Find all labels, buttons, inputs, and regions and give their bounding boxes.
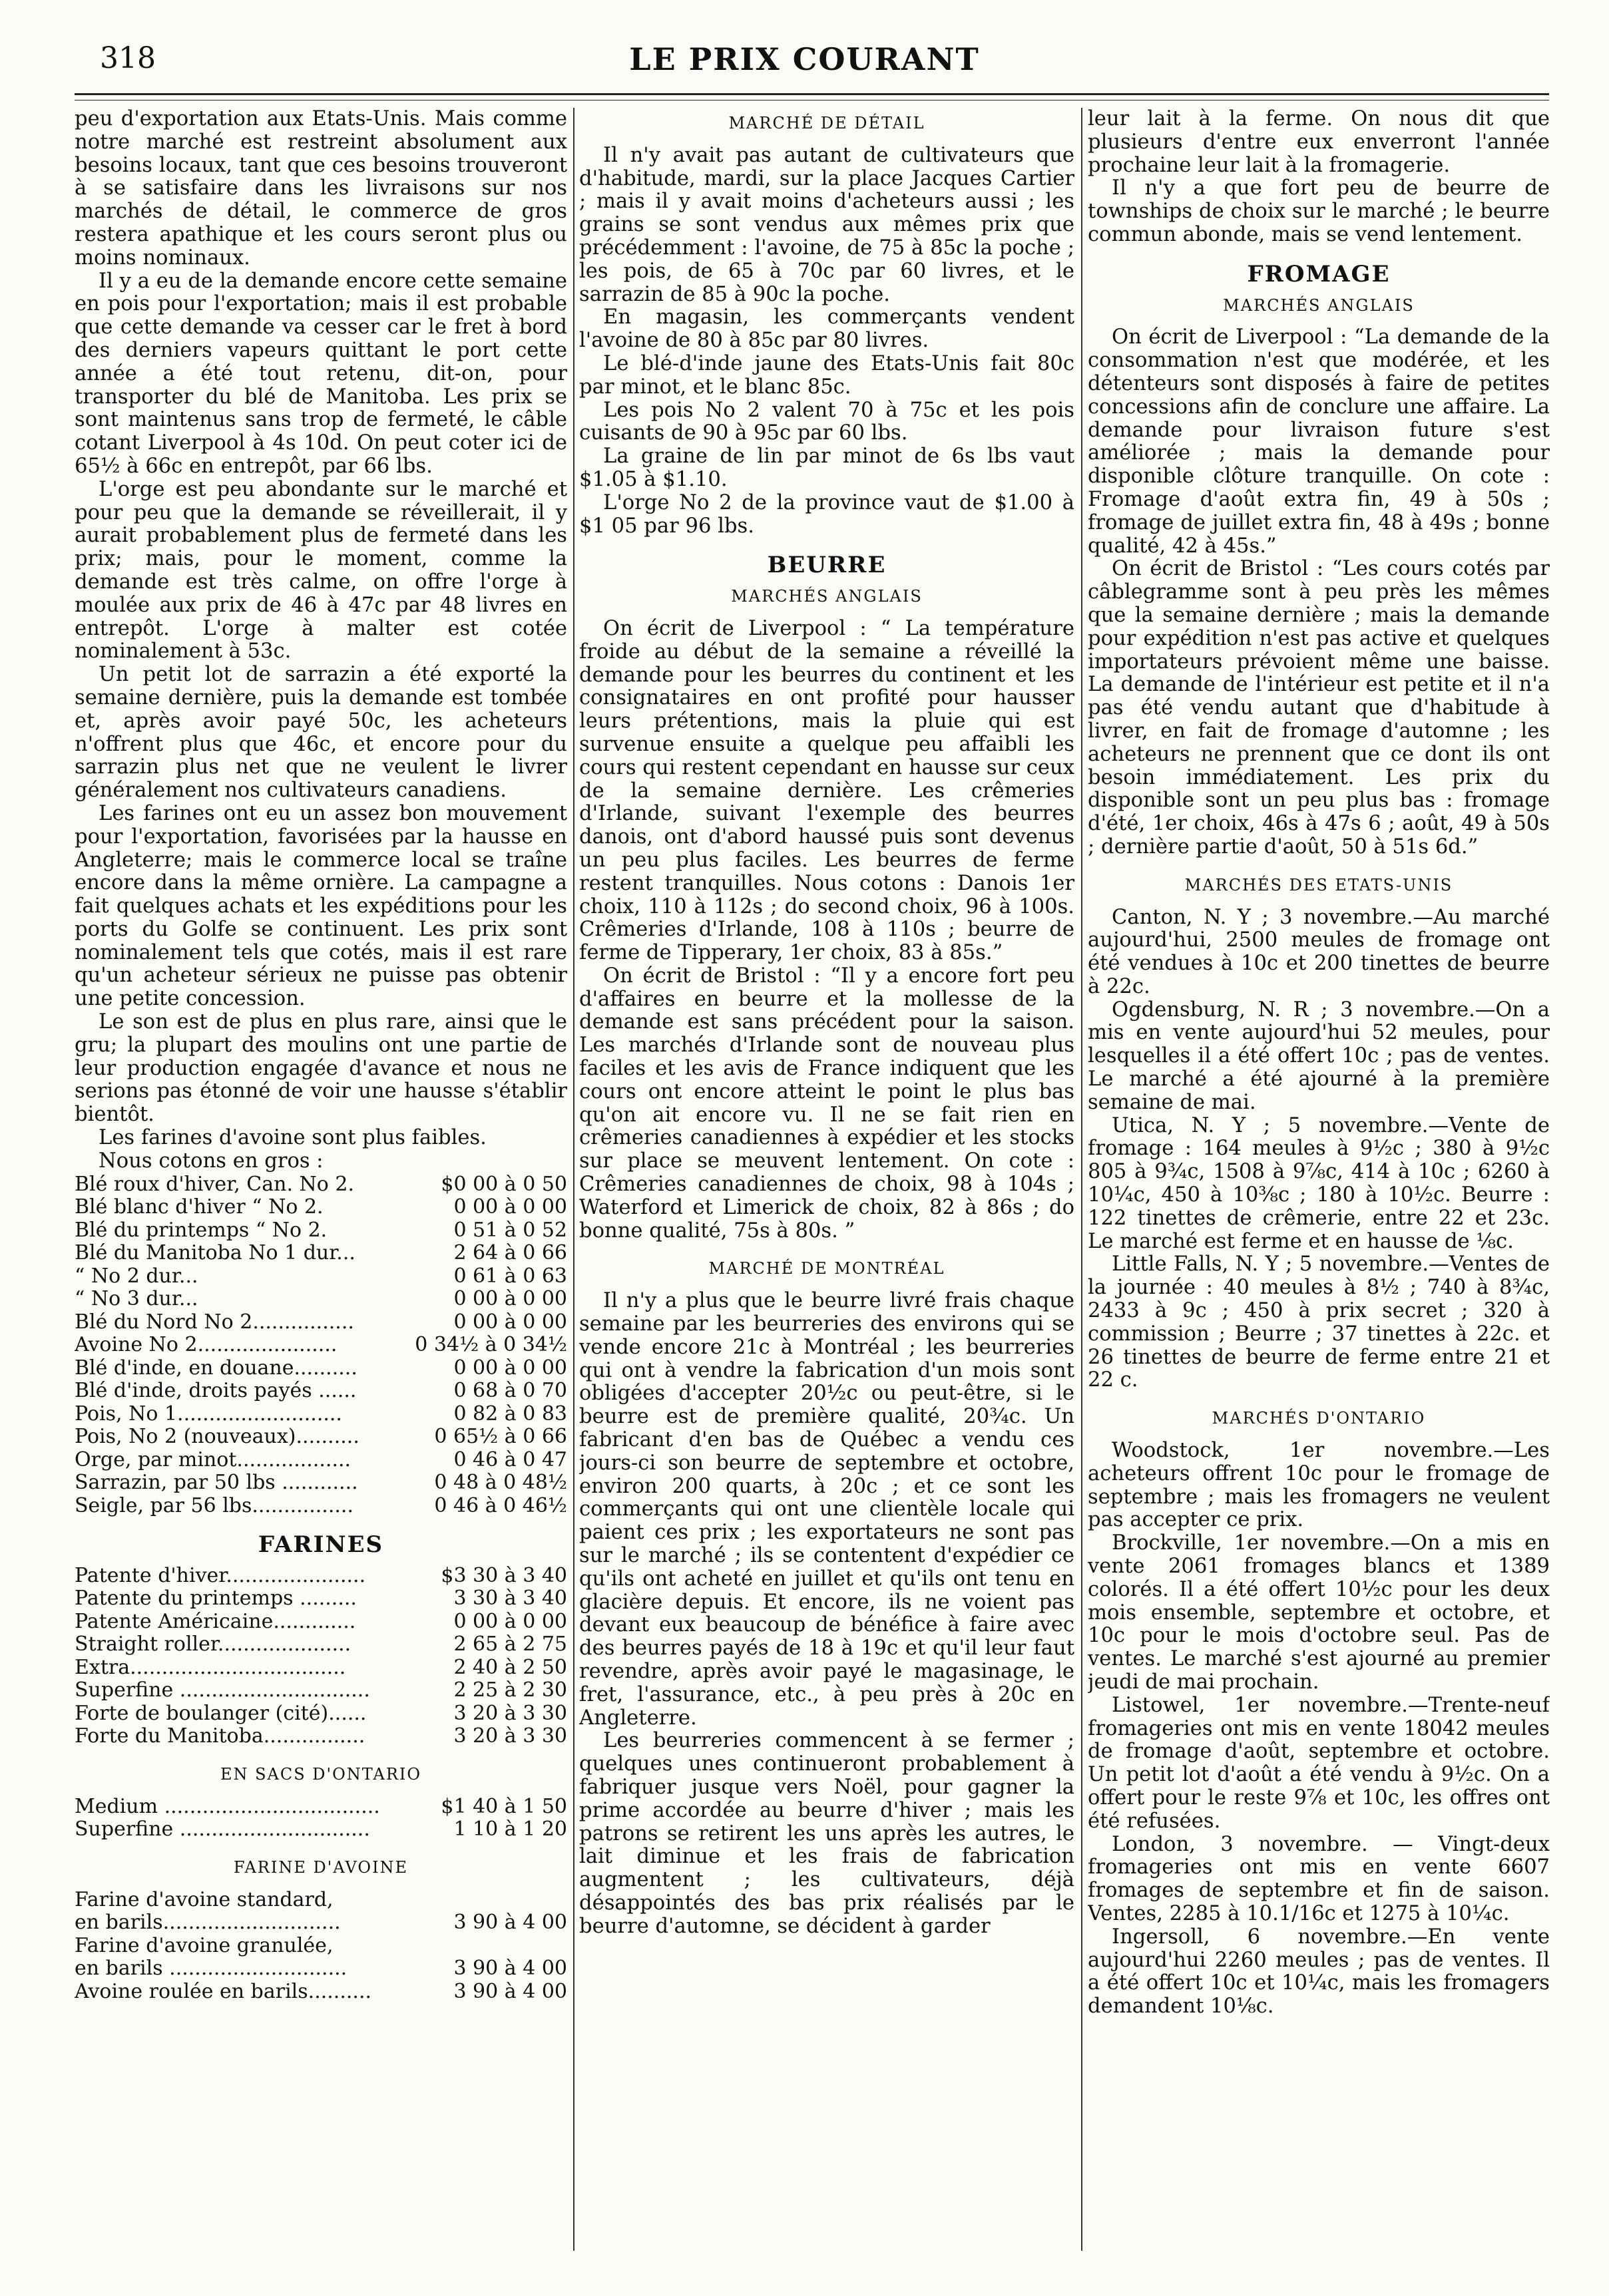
price-value: 2 25 à 2 30	[453, 1678, 567, 1702]
price-row	[75, 1471, 567, 1495]
paragraph: Listowel, 1er novembre.—Trente-neuf fromageries ont mis en vente 18042 meules de fromage d'août, septembre et octobre. Un petit lot d'août a été vendu à 9½c. On a offert pour le reste 9⅞ et 10c, les offres ont été refusées.	[1088, 1693, 1550, 1833]
paragraph: peu d'exportation aux Etats-Unis. Mais comme notre marché est restreint absolument aux besoins locaux, tant que ces besoins trouveront à se satisfaire dans les livraisons sur nos marchés de détail, le commerce de gros restera apathique et les cours seront plus ou moins nominaux.	[75, 108, 567, 270]
subsection-title: MARCHÉS D'ONTARIO	[1212, 1409, 1426, 1428]
sacks-price-table	[75, 1796, 567, 1841]
price-value: 0 00 à 0 00	[453, 1356, 567, 1380]
paragraph: Ingersoll, 6 novembre.—En vente aujourd'hui 2260 meules ; pas de ventes. Il a été offert 10c et 10¼c, mais les fromagers demandent 10⅛c.	[1088, 1925, 1550, 2018]
page-number: 318	[100, 41, 156, 75]
price-value: 2 65 à 2 75	[453, 1632, 567, 1656]
price-row	[75, 1818, 567, 1841]
price-row	[75, 1380, 567, 1403]
section-title: EN SACS D'ONTARIO	[220, 1764, 422, 1784]
oatmeal-price-table	[75, 1889, 567, 2004]
price-label: Blé blanc d'hiver “ No 2.	[75, 1196, 324, 1219]
price-row	[75, 1449, 567, 1472]
paragraph: On écrit de Bristol : “Il y a encore fort peu d'affaires en beurre et la mollesse de la demande est sans précédent pour la saison. Les marchés d'Irlande sont de nouveau plus faciles et les avis de France indiquent que les cours ont encore atteint le point le plus bas qu'on ait encore vu. Il ne se fait rien en crêmeries canadiennes à expédier et les stocks sur place se meuvent lentement. On cote : Crêmeries canadiennes de choix, 98 à 104s ; Waterford et Limerick de choix, 82 à 86s ; do bonne qualité, 75s à 80s. ”	[579, 964, 1074, 1243]
price-row	[75, 1311, 567, 1334]
price-label: Avoine No 2......................	[75, 1334, 338, 1357]
price-row	[75, 1219, 567, 1243]
price-value: 0 65½ à 0 66	[434, 1425, 567, 1449]
column-separator	[573, 108, 575, 2251]
column-2	[579, 108, 1074, 2251]
price-value: 0 00 à 0 00	[453, 1310, 567, 1334]
price-value: 0 00 à 0 00	[453, 1609, 567, 1633]
price-row	[75, 1633, 567, 1656]
price-label: Forte de boulanger (cité)......	[75, 1702, 367, 1725]
price-label: Pois, No 2 (nouveaux)..........	[75, 1426, 359, 1449]
price-row	[75, 1702, 567, 1726]
section-title: FARINE D'AVOINE	[233, 1857, 409, 1877]
price-value: 3 90 à 4 00	[453, 1979, 567, 2003]
price-row	[75, 1656, 567, 1680]
price-value: 2 40 à 2 50	[453, 1655, 567, 1679]
column-separator	[1081, 108, 1082, 2251]
price-value: 3 20 à 3 30	[453, 1724, 567, 1748]
paragraph: Le blé-d'inde jaune des Etats-Unis fait 80c par minot, et le blanc 85c.	[579, 351, 1074, 399]
flour-price-table	[75, 1565, 567, 1748]
price-row	[75, 1403, 567, 1426]
price-label: Patente d'hiver......................	[75, 1564, 366, 1587]
paragraph: On écrit de Liverpool : “La demande de la consommation n'est que modérée, et les détenteurs sont disposés à faire de petites concessions afin de conclure une affaire. La demande pour livraison future s'est améliorée ; mais la demande pour disponible clôture tranquille. On cote : Fromage d'août extra fin, 49 à 50s ; fromage de juillet extra fin, 48 à 49s ; bonne qualité, 42 à 45s.”	[1088, 325, 1550, 558]
paragraph: Les beurreries commencent à se fermer ; quelques unes continueront probablement à fabriquer jusque vers Noël, pour gagner la prime accordée au beurre d'hiver ; mais les patrons se retirent les uns après les autres, le lait diminue et les frais de fabrication augmentent ; les cultivateurs, déjà désappointés des bas prix réalisés par le beurre d'automne, se décident à garder	[579, 1729, 1074, 1938]
price-row	[75, 1334, 567, 1357]
price-value: 3 90 à 4 00	[453, 1911, 567, 1935]
paragraph: Utica, N. Y ; 5 novembre.—Vente de fromage : 164 meules à 9½c ; 380 à 9½c 805 à 9¾c, 1508 à 9⅞c, 414 à 10c ; 6260 à 10¼c, 450 à 10⅜c ; 180 à 10½c. Beurre : 122 tinettes de crêmerie, entre 22 et 23c. Le marché est ferme et en hausse de ⅛c.	[1088, 1113, 1550, 1253]
paragraph: On écrit de Liverpool : “ La température froide au début de la semaine a réveillé la demande pour les beurres du continent et les consignataires en ont profité pour hausser leurs prétentions, mais la pluie qui est survenue ensuite a quelque peu affaibli les cours qui restent cependant en hausse sur ceux de la semaine dernière. Les crêmeries d'Irlande, suivant l'exemple des beurres danois, ont d'abord haussé puis sont devenus un peu plus faciles. Les beurres de ferme restent tranquilles. Nous cotons : Danois 1er choix, 110 à 112s ; do second choix, 96 à 100s. Crêmeries d'Irlande, 108 à 110s ; beurre de ferme de Tipperary, 1er choix, 83 à 85s.”	[579, 616, 1074, 965]
paragraph: On écrit de Bristol : “Les cours cotés par câblegramme sont à peu près les mêmes que la semaine dernière ; mais la demande pour expédition n'est pas active et quelques importateurs prévoient même une baisse. La demande de l'intérieur est petite et il n'a pas été vendu autant que d'habitude à livrer, en fait de fromage d'automne ; les acheteurs ne prennent que ce dont ils ont besoin immédiatement. Les prix du disponible sont un peu plus bas : fromage d'été, 1er choix, 46s à 47s 6 ; août, 49 à 50s ; dernière partie d'août, 50 à 51s 6d.”	[1088, 557, 1550, 859]
price-label: Blé du Nord No 2................	[75, 1310, 354, 1334]
price-value: 0 00 à 0 00	[453, 1195, 567, 1219]
price-label: Orge, par minot..................	[75, 1448, 351, 1471]
subsection-title: MARCHÉS ANGLAIS	[731, 587, 923, 606]
price-label: Seigle, par 56 lbs................	[75, 1494, 353, 1517]
price-value: 0 61 à 0 63	[453, 1264, 567, 1288]
paragraph: Les farines d'avoine sont plus faibles.	[99, 1126, 487, 1150]
price-row	[75, 1957, 567, 1981]
price-label: Blé roux d'hiver, Can. No 2.	[75, 1173, 354, 1196]
price-label: en barils ............................	[75, 1957, 347, 1981]
paragraph: L'orge est peu abondante sur le marché et pour peu que la demande se réveillerait, il y aurait probablement plus de fermeté dans les prix; mais, pour le moment, comme la demande est très calme, on offre l'orge à moulée aux prix de 46 à 47c par 48 livres en entrepôt. L'orge à malter est cotée nominalement à 53c.	[75, 477, 567, 664]
price-row	[75, 1725, 567, 1748]
price-row	[75, 1565, 567, 1588]
section-title: FARINES	[258, 1531, 384, 1559]
column-1	[75, 108, 567, 2251]
price-label: Blé du printemps “ No 2.	[75, 1219, 328, 1242]
price-label: Farine d'avoine standard,	[75, 1888, 334, 1911]
price-label: Blé d'inde, droits payés ......	[75, 1380, 357, 1403]
section-title: MARCHÉ DE DÉTAIL	[728, 114, 925, 132]
price-value: 0 82 à 0 83	[453, 1402, 567, 1426]
price-label: “ No 3 dur...	[75, 1288, 198, 1311]
price-row	[75, 1911, 567, 1935]
price-value: $3 30 à 3 40	[441, 1563, 567, 1587]
subsection-title: MARCHÉS ANGLAIS	[1223, 295, 1415, 315]
section-title: FROMAGE	[1247, 260, 1391, 287]
price-value: 0 34½ à 0 34½	[415, 1333, 567, 1357]
price-row	[75, 1242, 567, 1265]
price-value: 1 10 à 1 20	[453, 1818, 567, 1841]
price-label: Straight roller.....................	[75, 1633, 351, 1656]
paragraph: Little Falls, N. Y ; 5 novembre.—Ventes de la journée : 40 meules à 8½ ; 740 à 8¾c, 2433 à 9c ; 450 à prix secret ; 320 à commission ; Beurre ; 37 tinettes à 22c. et 26 tinettes de beurre de ferme entre 21 et 22 c.	[1088, 1252, 1550, 1392]
paragraph: Un petit lot de sarrazin a été exporté la semaine dernière, puis la demande est tombée et, après avoir payé 50c, les acheteurs n'offrent plus que 46c, et encore pour du sarrazin plus net que ne veulent le livrer généralement nos cultivateurs canadiens.	[75, 663, 567, 803]
price-label: Blé d'inde, en douane..........	[75, 1356, 357, 1380]
paragraph: L'orge No 2 de la province vaut de $1.00 à $1 05 par 96 lbs.	[579, 490, 1074, 538]
price-label: Superfine ..............................	[75, 1679, 370, 1702]
paragraph: Les farines ont eu un assez bon mouvement pour l'exportation, favorisées par la hausse en Angleterre; mais le commerce local se traîne encore dans la même ornière. La campagne a fait quelques achats et les expéditions pour les ports du Golfe se continuent. Les prix sont nominalement tels que cotés, mais il est rare qu'un acheteur sérieux ne puisse pas obtenir une petite concession.	[75, 801, 567, 1011]
price-row	[75, 1357, 567, 1380]
paragraph: Nous cotons en gros :	[99, 1149, 324, 1173]
paragraph: Woodstock, 1er novembre.—Les acheteurs offrent 10c pour le fromage de septembre ; mais les fromagers ne veulent pas accepter ce prix.	[1088, 1439, 1550, 1532]
paragraph: Le son est de plus en plus rare, ainsi que le gru; la plupart des moulins ont une partie de leur production engagée d'avance et nous ne serions pas étonné de voir une hausse s'établir bientôt.	[75, 1010, 567, 1127]
price-label: Extra..................................	[75, 1656, 346, 1679]
price-value: $0 00 à 0 50	[441, 1172, 567, 1196]
price-label: Pois, No 1..........................	[75, 1402, 342, 1426]
subsection-title: MARCHÉS DES ETATS-UNIS	[1184, 875, 1453, 894]
price-value: 0 00 à 0 00	[453, 1287, 567, 1311]
price-row	[75, 1196, 567, 1219]
paragraph: Il n'y a que fort peu de beurre de townships de choix sur le marché ; le beurre commun abonde, mais se vend lentement.	[1088, 176, 1550, 246]
price-value: 3 30 à 3 40	[453, 1587, 567, 1611]
grain-price-table	[75, 1173, 567, 1518]
price-value: 0 68 à 0 70	[453, 1379, 567, 1403]
header-rule	[75, 93, 1549, 95]
paragraph: Canton, N. Y ; 3 novembre.—Au marché aujourd'hui, 2500 meules de fromage ont été vendues à 10c et 200 tinettes de beurre à 22c.	[1088, 905, 1550, 998]
column-3	[1088, 108, 1550, 2251]
price-row	[75, 1611, 567, 1634]
paragraph: La graine de lin par minot de 6s lbs vaut $1.05 à $1.10.	[579, 445, 1074, 491]
subsection-title: MARCHÉ DE MONTRÉAL	[708, 1259, 945, 1278]
price-row	[75, 1288, 567, 1311]
price-label: Superfine ..............................	[75, 1818, 370, 1841]
price-value: 0 46 à 0 46½	[434, 1493, 567, 1517]
price-value	[409, 1889, 567, 1912]
price-label: Medium ..................................	[75, 1795, 380, 1818]
price-row	[75, 1426, 567, 1449]
price-label: Patente Américaine.............	[75, 1610, 356, 1633]
paragraph: London, 3 novembre. — Vingt-deux fromageries ont mis en vente 6607 fromages de septembre et fin de saison. Ventes, 2285 à 10.1/16c et 1275 à 10¼c.	[1088, 1832, 1550, 1925]
price-label: Sarrazin, par 50 lbs ............	[75, 1471, 358, 1495]
price-value: 0 51 à 0 52	[453, 1218, 567, 1242]
price-row	[75, 1495, 567, 1518]
paragraph: Il n'y a plus que le beurre livré frais chaque semaine par les beurreries des environs qui se vende encore 21c à Montréal ; les beurreries qui ont à vendre la fabrication d'un mois sont obligées d'accepter 20½c ou peut-être, si le beurre est de première qualité, 20¾c. Un fabricant d'en bas de Québec a vendu ces jours-ci son beurre de septembre et octobre, environ 200 quarts, à 20c ; et ce sont les commerçants qui ont une clientèle locale qui paient ces prix ; les exportateurs ne sont pas sur le marché ; ils se contentent d'expédier ce qu'ils ont acheté en juillet et qu'ils ont tenu en glacière depuis. Et encore, ils ne voient pas devant eux beaucoup de bénéfice à faire avec des beurres payés de 18 à 19c et qu'il leur faut revendre, après avoir payé le magasinage, le fret, l'assurance, etc., à peu près à 20c en Angleterre.	[579, 1289, 1074, 1730]
price-row	[75, 1587, 567, 1611]
price-label: Patente du printemps .........	[75, 1587, 357, 1611]
paragraph: Les pois No 2 valent 70 à 75c et les pois cuisants de 90 à 95c par 60 lbs.	[579, 398, 1074, 445]
price-row	[75, 1265, 567, 1288]
paragraph: En magasin, les commerçants vendent l'avoine de 80 à 85c par 80 livres.	[579, 305, 1074, 353]
price-row	[75, 1935, 567, 1958]
paragraph: Ogdensburg, N. R ; 3 novembre.—On a mis en vente aujourd'hui 52 meules, pour lesquelles il a été offert 10c ; pas de ventes. Le marché a été ajourné à la première semaine de mai.	[1088, 998, 1550, 1114]
price-row	[75, 1679, 567, 1702]
price-row	[75, 1173, 567, 1197]
price-row	[75, 1889, 567, 1912]
price-value	[409, 1935, 567, 1958]
price-value: 0 46 à 0 47	[453, 1447, 567, 1471]
section-title: BEURRE	[767, 552, 887, 579]
price-value: $1 40 à 1 50	[441, 1794, 567, 1818]
price-value: 3 20 à 3 30	[453, 1701, 567, 1725]
paragraph: Il n'y avait pas autant de cultivateurs que d'habitude, mardi, sur la place Jacques Cartier ; mais il y avait moins d'acheteurs aussi ; les grains se sont vendus aux mêmes prix que précédemment : l'avoine, de 75 à 85c la poche ; les pois, de 65 à 70c par 60 livres, et le sarrazin de 85 à 90c la poche.	[579, 143, 1074, 306]
price-label: Blé du Manitoba No 1 dur...	[75, 1242, 355, 1265]
price-value: 3 90 à 4 00	[453, 1957, 567, 1981]
paragraph: leur lait à la ferme. On nous dit que plusieurs d'entre eux enverront l'année prochaine leur lait à la fromagerie.	[1088, 108, 1550, 177]
paragraph: Brockville, 1er novembre.—On a mis en vente 2061 fromages blancs et 1389 colorés. Il a été offert 10½c pour les deux mois ensemble, septembre et octobre, et 10c pour le mois d'octobre seul. Pas de ventes. Le marché s'est ajourné au premier jeudi de mai prochain.	[1088, 1531, 1550, 1694]
price-label: Farine d'avoine granulée,	[75, 1934, 334, 1957]
price-value: 0 48 à 0 48½	[434, 1471, 567, 1495]
price-value: 2 64 à 0 66	[453, 1241, 567, 1265]
running-head: LE PRIX COURANT	[629, 41, 980, 77]
price-label: en barils............................	[75, 1911, 341, 1935]
price-label: Forte du Manitoba................	[75, 1725, 365, 1748]
paragraph: Il y a eu de la demande encore cette semaine en pois pour l'exportation; mais il est probable que cette demande va cesser car le fret à bord des derniers vapeurs quittant le port cette année a été tout retenu, dit-on, pour transporter du blé de Manitoba. Les prix se sont maintenus sans trop de fermeté, le câble cotant Liverpool à 4s 10d. On peut coter ici de 65½ à 66c en entrepôt, par 66 lbs.	[75, 269, 567, 478]
price-row	[75, 1981, 567, 2004]
price-label: “ No 2 dur...	[75, 1264, 198, 1288]
price-row	[75, 1796, 567, 1819]
price-label: Avoine roulée en barils..........	[75, 1980, 372, 2003]
